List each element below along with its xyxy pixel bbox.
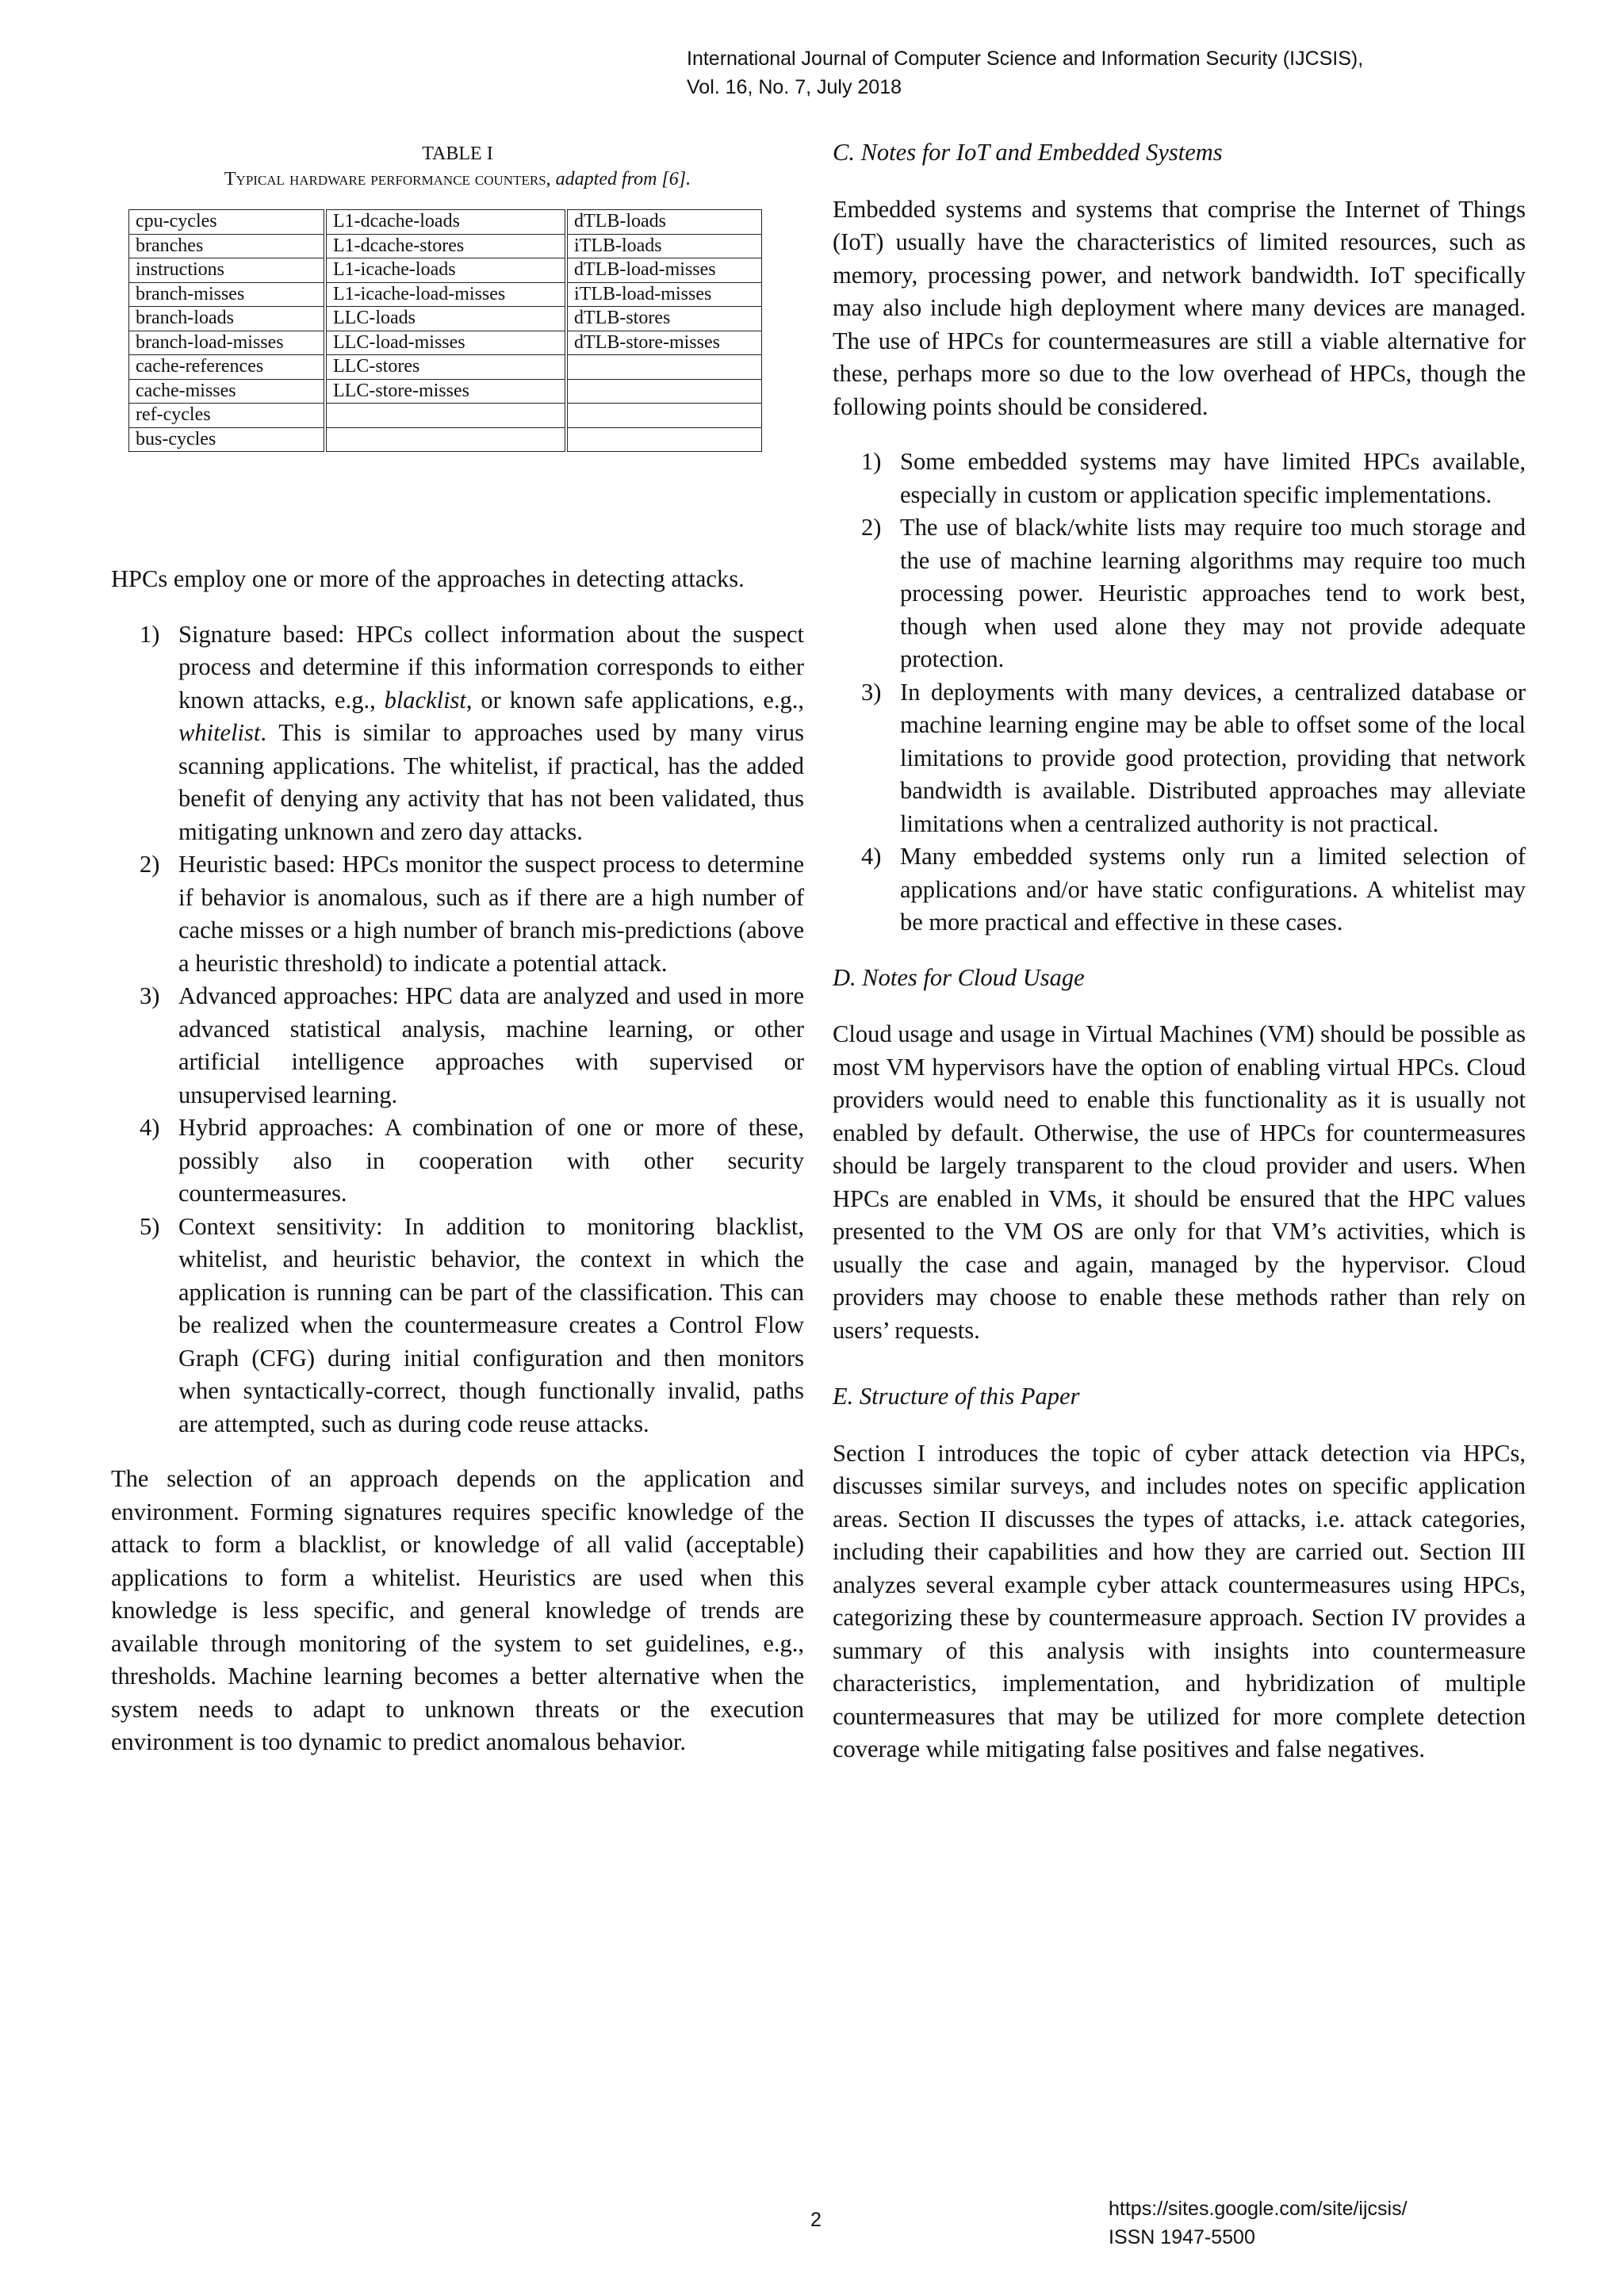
table-cell: branches [129,234,326,258]
table-cell: iTLB-load-misses [566,282,762,307]
table-cell: L1-icache-load-misses [325,282,566,307]
table-cell: dTLB-loads [566,210,762,235]
approaches-closing-paragraph: The selection of an approach depends on the application and environment. Forming signatures requires specific knowledge of the attack to form a blacklist, or knowledge of all valid (acceptable) applications to form a whitelist. Heuristics are used when this knowledge is less specific, and general knowledge of trends are available through monitoring of the system to set guidelines, e.g., thresholds. Machine learning becomes a better alternative when the system needs to adapt to unknown threats or the execution environment is too dynamic to predict anomalous behavior. [111,1465,804,1755]
section-e-title: E. Structure of this Paper [833,1383,1080,1410]
section-d-title: D. Notes for Cloud Usage [833,963,1085,991]
table-cell: branch-loads [129,307,326,331]
table-cell: cache-references [129,355,326,380]
list-item: 4) Many embedded systems only run a limited selection of applications and/or have static configurations. A whitelist may be more practical and effective in these cases. [861,843,1526,936]
footer-info [1109,2195,1408,2252]
list-item: 1) Signature based: HPCs collect information about the suspect process and determine if this information corresponds to either known attacks, e.g., blacklist, or known safe applications, e.g., whitelist. This is similar to approaches used by many virus scanning applications. The whitelist, if practical, has the added benefit of denying any activity that has not been validated, thus mitigating unknown and zero day attacks. [140,620,804,845]
section-c-paragraph: Embedded systems and systems that comprise the Internet of Things (IoT) usually have the characteristics of limited resources, such as memory, processing power, and network bandwidth. IoT specifically may also include high deployment where many devices are managed. The use of HPCs for countermeasures are still a viable alternative for these, perhaps more so due to the low overhead of HPCs, though the following points should be considered. [833,195,1526,420]
table-cell: LLC-store-misses [325,379,566,404]
table-caption-text: Typical hardware performance counters, [224,169,551,189]
hpc-counters-table [128,209,762,452]
right-column [833,136,1526,1766]
section-e-paragraph: Section I introduces the topic of cyber attack detection via HPCs, discusses similar surveys, and includes notes on specific application areas. Section II discusses the types of attacks, i.e. attack categories, including their capabilities and how they are carried out. Section III analyzes several example cyber attack countermeasures using HPCs, categorizing these by countermeasure approach. Section IV provides a summary of this analysis with insights into countermeasure characteristics, implementation, and hybridization of multiple countermeasures that may be utilized for more complete detection coverage while mitigating false positives and false negatives. [833,1439,1526,1762]
table-cell: L1-icache-loads [325,258,566,283]
table-caption-source: adapted from [6]. [555,169,691,189]
approaches-intro: HPCs employ one or more of the approaches in detecting attacks. [111,565,745,592]
table-cell: cpu-cycles [129,210,326,235]
table-cell [566,379,762,404]
page-number: 2 [810,2209,822,2231]
list-item: 3) Advanced approaches: HPC data are analyzed and used in more advanced statistical analysis, machine learning, or other artificial intelligence approaches with supervised or unsupervised learning. [140,982,804,1108]
table-cell: cache-misses [129,379,326,404]
table-row [129,234,762,258]
journal-header-line-2: Vol. 16, No. 7, July 2018 [687,76,902,98]
table-cell: dTLB-load-misses [566,258,762,283]
approaches-list [111,618,804,1441]
table-label: TABLE I [422,144,493,164]
journal-header-line-1: International Journal of Computer Science and Information Security (IJCSIS), [687,48,1364,70]
table-cell: branch-load-misses [129,331,326,355]
section-d-paragraph: Cloud usage and usage in Virtual Machines (VM) should be possible as most VM hypervisors have the option of enabling virtual HPCs. Cloud providers would need to enable this functionality as it is usually not enabled by default. Otherwise, the use of HPCs for countermeasures should be largely transparent to the cloud provider and users. When HPCs are enabled in VMs, it should be ensured that the HPC values presented to the VM OS are only for that VM’s activities, which is usually the case and again, managed by the hypervisor. Cloud providers may choose to enable these methods rather than rely on users’ requests. [833,1020,1526,1344]
table-cell [566,355,762,380]
table-cell [566,404,762,428]
list-item: 4) Hybrid approaches: A combination of one or more of these, possibly also in cooperation with other security countermeasures. [140,1114,804,1207]
journal-header [687,44,1363,101]
table-row [129,427,762,452]
table-cell: LLC-stores [325,355,566,380]
table-cell: dTLB-stores [566,307,762,331]
table-row [129,307,762,331]
table-cell [325,404,566,428]
footer-url[interactable]: https://sites.google.com/site/ijcsis/ [1109,2198,1408,2220]
table-cell: bus-cycles [129,427,326,452]
list-item: 2) The use of black/white lists may require too much storage and the use of machine learning algorithms may require too much processing power. Heuristic approaches tend to work best, though when used alone they may not provide adequate protection. [861,514,1526,672]
table-cell: iTLB-loads [566,234,762,258]
table-cell: L1-dcache-loads [325,210,566,235]
table-row [129,210,762,235]
table-row [129,404,762,428]
table-cell: LLC-load-misses [325,331,566,355]
footer-issn: ISSN 1947-5500 [1109,2226,1255,2248]
table-cell: LLC-loads [325,307,566,331]
table-cell: instructions [129,258,326,283]
list-item: 5) Context sensitivity: In addition to monitoring blacklist, whitelist, and heuristic behavior, the context in which the application is running can be part of the classification. This can be realized when the countermeasure creates a Control Flow Graph (CFG) during initial configuration and then monitors when syntactically-correct, though functionally invalid, paths are attempted, such as during code reuse attacks. [140,1212,804,1437]
table-row [129,379,762,404]
table-row [129,331,762,355]
table-row [129,282,762,307]
table-cell: branch-misses [129,282,326,307]
table-row [129,355,762,380]
list-item: 3) In deployments with many devices, a centralized database or machine learning engine may be able to offset some of the local limitations to provide good protection, providing that network bandwidth is available. Distributed approaches may alleviate limitations when a centralized authority is not practical. [861,678,1526,837]
list-item: 2) Heuristic based: HPCs monitor the suspect process to determine if behavior is anomalous, such as if there are a high number of cache misses or a high number of branch mis-predictions (above a heuristic threshold) to indicate a potential attack. [140,851,804,977]
table-cell: L1-dcache-stores [325,234,566,258]
table-cell: ref-cycles [129,404,326,428]
list-item: 1) Some embedded systems may have limited HPCs available, especially in custom or application specific implementations. [861,448,1526,508]
embedded-notes-list [833,446,1526,939]
table-cell [566,427,762,452]
section-c-title: C. Notes for IoT and Embedded Systems [833,139,1223,166]
table-caption [111,141,804,192]
left-column [111,136,804,1759]
table-row [129,258,762,283]
table-cell [325,427,566,452]
table-cell: dTLB-store-misses [566,331,762,355]
